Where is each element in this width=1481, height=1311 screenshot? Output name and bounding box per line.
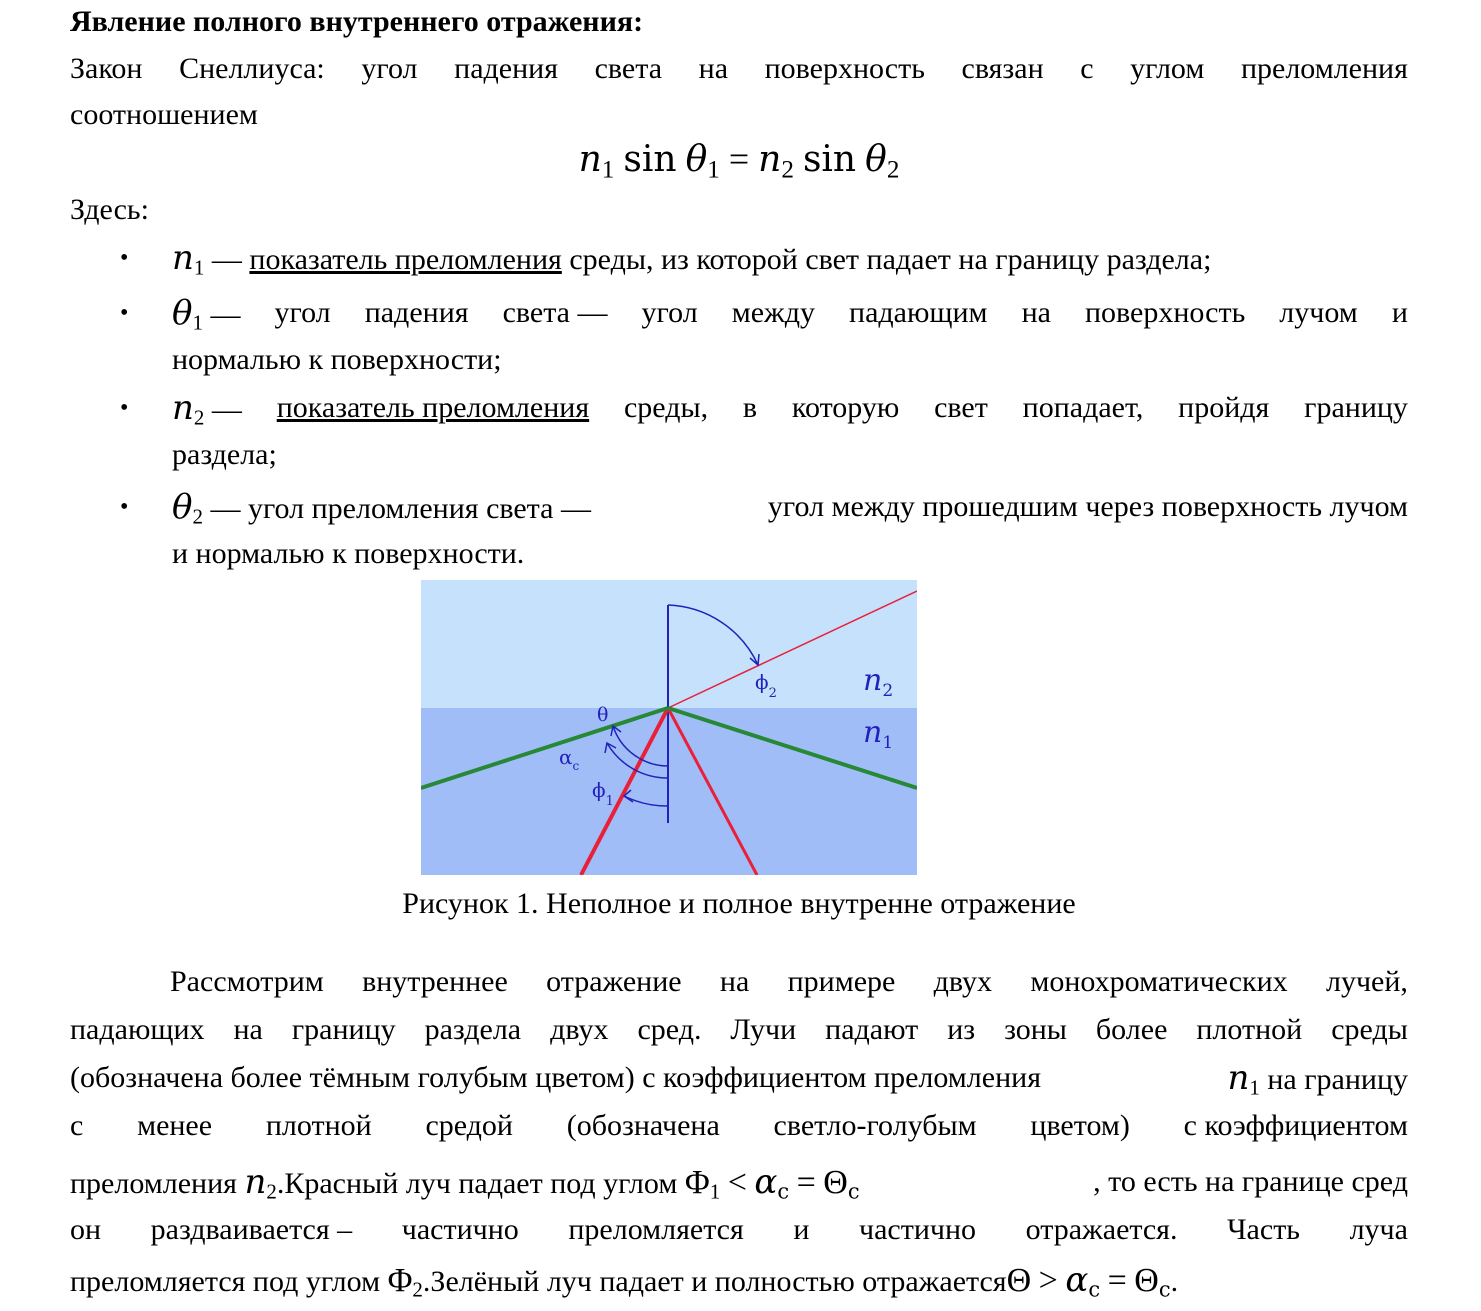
alpha-c-label: $\alpha_c$ xyxy=(559,745,580,773)
word: частично xyxy=(859,1213,977,1246)
word: монохроматических xyxy=(1030,965,1288,998)
word: зоны xyxy=(1004,1013,1067,1046)
math-subscript: c xyxy=(847,1179,860,1204)
formula-sin: sin xyxy=(623,139,677,180)
word: с коэффициентом xyxy=(1183,1109,1408,1142)
word: в xyxy=(742,391,758,424)
math-subscript: 1 xyxy=(1249,1075,1260,1100)
word: между xyxy=(731,296,815,329)
word: угол xyxy=(641,296,698,329)
phi2-label: $\phi_2$ xyxy=(755,670,777,701)
word: менее xyxy=(137,1109,213,1142)
word: на xyxy=(719,965,750,998)
section-heading: Явление полного внутреннего отражения: xyxy=(70,5,644,38)
word: поверхность xyxy=(764,52,925,85)
word: падают xyxy=(825,1013,919,1046)
word: цветом) xyxy=(1030,1109,1130,1142)
math-symbol: θ xyxy=(172,293,193,333)
word: сред. xyxy=(637,1013,702,1046)
para-text: преломляется под углом xyxy=(70,1265,381,1298)
word: света xyxy=(594,52,663,85)
math-subscript: 1 xyxy=(709,1179,721,1204)
word: плотной xyxy=(1196,1013,1303,1046)
word: падающих xyxy=(70,1013,205,1046)
math-symbol: Θ xyxy=(823,1164,848,1201)
math-symbol: Θ xyxy=(1134,1262,1159,1299)
word: и xyxy=(1391,296,1408,329)
math-symbol: α xyxy=(754,1162,778,1202)
word: светло-голубым xyxy=(773,1109,977,1142)
math-operator: > xyxy=(1038,1262,1058,1299)
word: преломления xyxy=(1240,52,1408,85)
math-symbol: n xyxy=(172,388,194,428)
para-line-4 xyxy=(70,1106,1408,1146)
math-subscript: 2 xyxy=(193,405,205,430)
word: двух xyxy=(933,965,993,998)
word: на xyxy=(1021,296,1051,329)
word: углом xyxy=(1130,52,1205,85)
math-subscript: 2 xyxy=(412,1277,423,1302)
word: падения xyxy=(454,52,558,85)
word: примере xyxy=(787,965,896,998)
word: Закон xyxy=(70,52,143,85)
word: на xyxy=(233,1013,263,1046)
math-subscript: 2 xyxy=(266,1179,277,1204)
formula-symbol: n xyxy=(758,139,782,180)
bullet-item-2-line-2: нормалью к поверхности; xyxy=(172,343,502,376)
word: из xyxy=(947,1013,976,1046)
phi1-label: $\phi_1$ xyxy=(592,778,614,809)
formula-subscript: 2 xyxy=(886,156,900,184)
math-symbol: n xyxy=(244,1162,267,1202)
bullet-item-3-line-1 xyxy=(172,388,1408,437)
bullet-item-3-line-2: раздела; xyxy=(172,438,277,471)
word: раздела xyxy=(424,1013,522,1046)
formula-subscript: 1 xyxy=(707,156,720,184)
word: Снеллиуса: xyxy=(179,52,325,85)
word: угол xyxy=(274,296,331,329)
bullet-item-2-line-1 xyxy=(172,293,1408,342)
refractive-index-link[interactable]: показатель преломления xyxy=(276,391,590,424)
bullet-item-4-line-1 xyxy=(172,487,1408,536)
word: — xyxy=(211,393,242,426)
here-label: Здесь: xyxy=(70,193,149,226)
snell-formula xyxy=(70,138,1408,184)
para-text: .Красный луч падает под углом xyxy=(276,1167,678,1200)
formula-subscript: 2 xyxy=(781,156,794,184)
formula-subscript: 1 xyxy=(601,156,615,184)
figure-caption: Рисунок 1. Неполное и полное внутренне отражение xyxy=(402,887,1076,920)
bullet-glyph: • xyxy=(120,300,129,326)
math-symbol: α xyxy=(1065,1260,1089,1300)
word: и xyxy=(793,1213,810,1246)
formula-symbol: n xyxy=(578,139,602,180)
formula-sin: sin xyxy=(802,139,857,180)
para-line-1 xyxy=(170,962,1408,1002)
word: отражение xyxy=(546,965,682,998)
bullet-item-1: $n_1$ — показатель преломления среды, из которой свет падает на границу раздела; xyxy=(172,238,1212,280)
math-operator: = xyxy=(796,1164,816,1201)
word: границу xyxy=(1304,391,1408,424)
theta-label: θ xyxy=(597,704,609,726)
word: более xyxy=(1095,1013,1168,1046)
word: падающим xyxy=(849,296,988,329)
word: попадает, xyxy=(1022,391,1144,424)
para-line-5 xyxy=(70,1162,1408,1211)
math-subscript: 2 xyxy=(192,504,203,529)
bullet-glyph: • xyxy=(120,245,129,271)
word: Рассмотрим xyxy=(170,965,324,998)
word: поверхность xyxy=(1084,296,1246,329)
para-text: . xyxy=(1170,1265,1179,1298)
bullet-text: угол между прошедшим через поверхность лучом xyxy=(767,490,1408,523)
word: связан xyxy=(961,52,1044,85)
word: среды, xyxy=(623,391,709,424)
bullet-glyph: • xyxy=(120,494,129,520)
math-operator: < xyxy=(727,1164,747,1201)
word: с xyxy=(1080,52,1094,85)
math-subscript: 1 xyxy=(192,310,203,335)
word: света — xyxy=(502,296,608,329)
word: частично xyxy=(401,1213,519,1246)
word: Лучи xyxy=(730,1013,797,1046)
bullet-text: — угол преломления света — xyxy=(210,492,591,525)
math-subscript: c xyxy=(1088,1277,1101,1302)
para-text: на границу xyxy=(1267,1063,1408,1096)
word: он xyxy=(70,1213,102,1246)
word: падения xyxy=(364,296,469,329)
bullet-glyph: • xyxy=(120,395,129,421)
word: средой xyxy=(425,1109,513,1142)
word: отражается. xyxy=(1025,1213,1178,1246)
para-text: (обозначена более тёмным голубым цветом) с коэффициентом преломления xyxy=(70,1061,1041,1094)
word: с xyxy=(70,1109,84,1142)
para-text: преломления xyxy=(70,1167,237,1200)
para-text: .Зелёный луч падает и полностью отражается xyxy=(422,1265,1007,1298)
formula-symbol: θ xyxy=(685,139,708,180)
math-symbol: Θ xyxy=(1006,1262,1032,1299)
math-symbol: θ xyxy=(172,487,193,527)
intro-line-2: соотношением xyxy=(70,98,258,131)
word: луча xyxy=(1349,1213,1408,1246)
word: преломляется xyxy=(568,1213,744,1246)
word: среды xyxy=(1331,1013,1408,1046)
para-text: , то есть на границе сред xyxy=(1093,1165,1408,1198)
word: лучей, xyxy=(1326,965,1408,998)
n2-label: $n_2$ xyxy=(863,663,894,701)
word: Часть xyxy=(1227,1213,1300,1246)
math-symbol: Φ xyxy=(684,1164,710,1201)
formula-symbol: θ xyxy=(865,139,887,180)
para-line-6 xyxy=(70,1210,1408,1250)
math-symbol: n xyxy=(172,238,194,278)
word: на xyxy=(698,52,729,85)
word: плотной xyxy=(265,1109,372,1142)
n1-label: $n_1$ xyxy=(863,715,894,753)
word: угол xyxy=(361,52,418,85)
bullet-text: среды, из которой свет падает на границу раздела; xyxy=(569,243,1212,276)
para-line-3 xyxy=(70,1058,1408,1107)
word: двух xyxy=(550,1013,609,1046)
math-subscript: 1 xyxy=(193,255,205,280)
refraction-figure xyxy=(421,580,917,875)
formula-equals: = xyxy=(728,139,750,179)
word: внутреннее xyxy=(362,965,508,998)
word: (обозначена xyxy=(566,1109,720,1142)
word: пройдя xyxy=(1178,391,1270,424)
math-subscript: c xyxy=(777,1179,790,1204)
math-symbol: n xyxy=(1227,1058,1250,1098)
word: которую xyxy=(791,391,900,424)
refractive-index-link[interactable]: показатель преломления xyxy=(249,243,562,276)
word: лучом xyxy=(1279,296,1358,329)
word: границу xyxy=(291,1013,396,1046)
bullet-item-4-line-2: и нормалью к поверхности. xyxy=(172,537,525,570)
math-operator: = xyxy=(1107,1262,1127,1299)
word: раздваивается – xyxy=(150,1213,353,1246)
math-symbol: Φ xyxy=(387,1262,413,1299)
para-line-7 xyxy=(70,1260,1178,1309)
para-line-2 xyxy=(70,1010,1408,1050)
word: — xyxy=(210,298,241,331)
math-subscript: c xyxy=(1158,1277,1171,1302)
word: свет xyxy=(934,391,988,424)
intro-line-1 xyxy=(70,49,1408,89)
